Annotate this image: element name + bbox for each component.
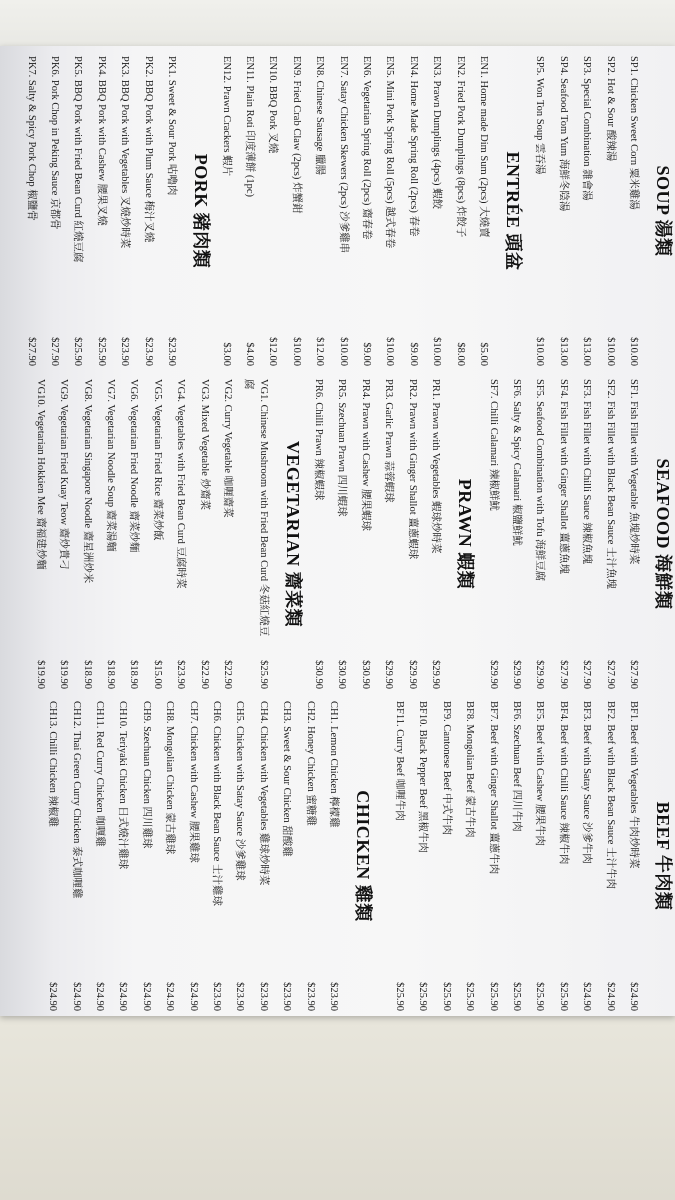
menu-item-price: $27.90	[25, 337, 37, 366]
menu-item	[192, 379, 215, 689]
menu-item-name: BF6. Szechuan Beef 四川牛肉	[511, 701, 523, 832]
menu-item-price: $29.90	[430, 660, 441, 689]
menu-item	[145, 379, 168, 689]
menu-item	[598, 56, 621, 366]
section-vegetarian	[28, 379, 305, 689]
menu-item	[275, 701, 298, 1011]
menu-item-price: $24.90	[94, 982, 106, 1011]
menu-item-price: $19.90	[34, 660, 46, 689]
menu-item-price: $25.90	[417, 982, 429, 1011]
section-soup	[528, 56, 675, 366]
menu-item-price: $24.90	[117, 982, 129, 1011]
menu-item	[238, 56, 261, 366]
section-title: ENTRÉE 頭盆	[503, 151, 523, 271]
section-beef	[388, 701, 675, 1011]
menu-item	[228, 701, 251, 1011]
menu-item	[284, 56, 307, 366]
menu-item-name: CH11. Red Curry Chicken 咖喱雞	[94, 701, 106, 847]
menu-item	[472, 56, 495, 366]
menu-item-name: BF2. Beef with Black Bean Sauce 士汁牛肉	[604, 701, 616, 890]
menu-item-price: $25.90	[440, 982, 452, 1011]
menu-item	[353, 379, 376, 689]
menu-item	[425, 56, 448, 366]
menu-item	[64, 701, 87, 1011]
menu-item	[528, 56, 551, 366]
menu-item	[307, 379, 330, 689]
menu-item-name: PK7. Salty & Spicy Pork Chop 椒鹽骨	[25, 56, 37, 221]
menu-item	[122, 379, 145, 689]
menu-item-name: VG6. Vegetarian Fried Noodle 齋菜炒麵	[128, 379, 140, 553]
menu-item	[377, 379, 400, 689]
menu-item-name: CH3. Sweet & Sour Chicken 甜酸雞	[281, 701, 293, 857]
menu-item	[434, 701, 457, 1011]
menu-item-price: $24.90	[604, 982, 616, 1011]
section-pork	[19, 56, 213, 366]
menu-item	[481, 701, 504, 1011]
menu-item	[158, 701, 181, 1011]
menu-item	[19, 56, 42, 366]
menu-item	[66, 56, 89, 366]
menu-item-price: $25.90	[511, 982, 523, 1011]
menu-item	[88, 701, 111, 1011]
menu-item-price: $10.00	[604, 337, 616, 366]
section-items	[388, 701, 645, 1011]
menu-item	[251, 701, 274, 1011]
menu-item-name: BF10. Black Pepper Beef 黑椒牛肉	[417, 701, 429, 853]
menu-item-name: PR5. Szechuan Prawn 四川蝦球	[336, 379, 348, 517]
menu-item-name: EN3. Prawn Dumplings (4pcs) 蝦餃	[431, 56, 443, 210]
menu-item-price: $24.90	[581, 982, 593, 1011]
menu-item-price: $8.00	[454, 342, 466, 366]
section-entree	[214, 56, 525, 366]
menu-item-name: SP3. Special Combination 雜會湯	[581, 56, 593, 201]
menu-item-name: PR1. Prawn with Vegetables 蝦球炒時菜	[430, 379, 441, 554]
menu-item-price: $12.00	[267, 337, 279, 366]
menu-item-price: $25.90	[534, 982, 546, 1011]
menu-item-price: $25.90	[464, 982, 476, 1011]
menu-item	[111, 701, 134, 1011]
menu-item-price: $27.90	[628, 660, 639, 689]
menu-item-price: $29.90	[534, 660, 546, 689]
menu-item-price: $29.90	[511, 660, 523, 689]
menu-item	[261, 56, 284, 366]
menu-item	[136, 56, 159, 366]
menu-item	[169, 379, 192, 689]
menu-item-name: CH13. Chilli Chicken 辣椒雞	[47, 701, 59, 827]
menu-item-name: PR2. Prawn with Ginger Shallot 薑蔥蝦球	[406, 379, 418, 560]
menu-item-name: EN5. Mini Pork Spring Roll (5pcs) 越式春卷	[384, 56, 396, 249]
menu-item-price: $22.90	[198, 660, 210, 689]
menu-item-price: $23.90	[166, 337, 177, 366]
menu-item	[575, 56, 598, 366]
section-title: SEAFOOD 海鮮類	[653, 458, 673, 610]
menu-item-name: BF7. Beef with Ginger Shallot 薑蔥牛肉	[487, 701, 499, 875]
menu-item-price: $25.90	[394, 982, 406, 1011]
menu-item	[181, 701, 204, 1011]
menu-item-name: VG7. Vegetarian Noodle Soup 齋菜湯麵	[105, 379, 117, 552]
menu-item-price: $24.90	[140, 982, 152, 1011]
section-items	[528, 56, 645, 366]
menu-item-name: EN4. Home Made Spring Roll (2pcs) 春卷	[407, 56, 419, 237]
menu-item-price: $9.00	[361, 342, 373, 366]
menu-item	[505, 701, 528, 1011]
section-items	[19, 56, 183, 366]
menu-item	[43, 56, 66, 366]
menu-item	[528, 379, 551, 689]
menu-item	[598, 379, 621, 689]
menu-item-price: $27.90	[557, 660, 569, 689]
menu-item-price: $18.90	[105, 660, 117, 689]
section-items	[41, 701, 345, 1011]
menu-item-name: EN6. Vegetarian Spring Roll (2pcs) 齋春卷	[361, 56, 373, 240]
menu-item	[575, 701, 598, 1011]
menu-item-name: VG5. Vegetarian Fried Rice 齋菜炒飯	[151, 379, 163, 541]
menu-item-name: SP4. Seafood Tom Yum 海鮮冬陰湯	[557, 56, 569, 212]
menu-item-price: $13.00	[557, 337, 569, 366]
menu-item-name: VG3. Mixed Vegetable 炒齋菜	[198, 379, 210, 511]
menu-item	[551, 701, 574, 1011]
menu-item-name: VG4. Vegetables with Fried Bean Curd 豆腐時菜	[175, 379, 187, 589]
menu-item	[551, 56, 574, 366]
menu-item-price: $30.90	[313, 660, 325, 689]
menu-item-name: CH8. Mongolian Chicken 蒙古雞球	[164, 701, 176, 855]
menu-item-price: $15.00	[151, 660, 163, 689]
menu-item-name: CH12. Thai Green Curry Chicken 泰式咖喱雞	[70, 701, 82, 899]
table-surface	[0, 1015, 675, 1200]
menu-item	[448, 56, 471, 366]
menu-item	[481, 379, 504, 689]
section-title: BEEF 牛肉類	[653, 801, 673, 911]
menu-item-name: SP1. Chicken Sweet Corn 粟米雞湯	[628, 56, 639, 210]
menu-item	[89, 56, 112, 366]
menu-item-price: $9.00	[407, 342, 419, 366]
menu-item	[388, 701, 411, 1011]
menu-item-name: SF2. Fish Fillet with Black Bean Sauce 士汁魚塊	[604, 379, 616, 589]
menu-item-name: BF4. Beef with Chilli Sauce 辣椒牛肉	[557, 701, 569, 865]
menu-item-price: $5.00	[478, 342, 489, 366]
menu-item-name: SP5. Won Ton Soup 雲吞湯	[534, 56, 546, 175]
menu-item-name: CH10. Teriyaki Chicken 日式燒汁雞球	[117, 701, 129, 870]
menu-item-name: VG2. Curry Vegetable 咖喱齋菜	[222, 379, 233, 518]
menu-item-name: BF11. Curry Beef 咖喱牛肉	[394, 701, 406, 821]
menu-item-price: $27.90	[581, 660, 593, 689]
menu-item-price: $25.90	[72, 337, 84, 366]
menu-item	[551, 379, 574, 689]
menu-item-name: PR6. Chilli Prawn 辣椒蝦球	[313, 379, 325, 501]
menu-item	[330, 379, 353, 689]
menu-item	[400, 379, 423, 689]
section-items	[28, 379, 275, 689]
menu-item-price: $23.90	[211, 982, 223, 1011]
menu-item	[401, 56, 424, 366]
menu-item-name: VG1. Chinese Mushroom with Fried Bean Curd 冬菇紅燒豆腐	[243, 379, 269, 637]
menu-sheet	[0, 46, 675, 1016]
menu-item-price: $10.00	[534, 337, 546, 366]
menu-item	[75, 379, 98, 689]
menu-item	[308, 56, 331, 366]
menu-item	[205, 701, 228, 1011]
section-title: PRAWN 蝦類	[455, 478, 475, 590]
menu-item-name: PR3. Garlic Prawn 蒜蓉蝦球	[383, 379, 395, 503]
menu-item-price: $23.90	[119, 337, 131, 366]
menu-item-price: $3.00	[220, 342, 232, 366]
menu-item-name: EN2. Fried Pork Dumplings (8pcs) 炸餃子	[454, 56, 466, 238]
menu-item-price: $10.00	[431, 337, 443, 366]
menu-item-name: VG8. Vegetarian Singapore Noodle 齋星洲炒米	[81, 379, 93, 584]
menu-item	[160, 56, 183, 366]
menu-item	[322, 701, 345, 1011]
menu-item-price: $4.00	[244, 342, 256, 366]
menu-item	[239, 379, 275, 689]
menu-item-name: VG10. Vegetarian Hokkien Mee 齋福建炒麵	[34, 379, 46, 570]
menu-item-price: $25.90	[557, 982, 569, 1011]
menu-item-price: $24.90	[70, 982, 82, 1011]
menu-item-name: SF7. Chilli Calamari 辣椒鮮魷	[487, 379, 499, 511]
menu-item-price: $10.00	[337, 337, 349, 366]
menu-item-price: $12.00	[314, 337, 326, 366]
section-title: CHICKEN 雞類	[353, 790, 373, 922]
section-prawn	[307, 379, 477, 689]
menu-item	[99, 379, 122, 689]
menu-item-name: BF8. Mongolian Beef 蒙古牛肉	[464, 701, 476, 838]
menu-item-price: $23.90	[304, 982, 316, 1011]
menu-item	[622, 701, 645, 1011]
menu-item-price: $24.90	[628, 982, 639, 1011]
menu-item-name: EN7. Satay Chicken Skewers (2pcs) 沙爹雞串	[337, 56, 349, 254]
menu-item-price: $27.90	[49, 337, 61, 366]
menu-item-name: BF3. Beef with Satay Sauce 沙爹牛肉	[581, 701, 593, 864]
menu-item-price: $24.90	[164, 982, 176, 1011]
menu-item-price: $30.90	[359, 660, 371, 689]
menu-item-price: $10.00	[628, 337, 639, 366]
menu-item-price: $23.90	[234, 982, 246, 1011]
menu-item	[41, 701, 64, 1011]
menu-item-price: $25.90	[258, 660, 269, 689]
menu-item-name: EN11. Plain Roti 印度薄餅 (1pc)	[244, 56, 256, 198]
menu-item-price: $10.00	[384, 337, 396, 366]
menu-item-price: $23.90	[328, 982, 339, 1011]
menu-item-price: $18.90	[81, 660, 93, 689]
menu-item	[298, 701, 321, 1011]
menu-item-price: $19.90	[58, 660, 70, 689]
menu-item	[355, 56, 378, 366]
menu-item	[214, 56, 237, 366]
menu-item-price: $23.90	[175, 660, 187, 689]
menu-item	[378, 56, 401, 366]
menu-item-price: $25.90	[487, 982, 499, 1011]
section-title: VEGETARIAN 齋菜類	[283, 440, 303, 628]
menu-item-price: $24.90	[187, 982, 199, 1011]
menu-item-name: BF1. Beef with Vegetables 牛肉炒時菜	[628, 701, 639, 869]
menu-item-name: PK6. Pork Chop in Peking Sauce 京都骨	[49, 56, 61, 230]
menu-item-price: $25.90	[95, 337, 107, 366]
menu-item	[622, 379, 645, 689]
menu-item	[331, 56, 354, 366]
section-items	[307, 379, 447, 689]
menu-item-price: $22.90	[222, 660, 233, 689]
menu-item-name: PK4. BBQ Pork with Cashew 腰果叉燒	[95, 56, 107, 226]
menu-column-3	[0, 701, 675, 1011]
menu-item-name: CH4. Chicken with Vegetables 雞球炒時菜	[257, 701, 269, 886]
menu-item-name: SF6. Salty & Spicy Calamari 椒鹽鮮魷	[511, 379, 523, 546]
menu-item-name: EN10. BBQ Pork 叉燒	[267, 56, 279, 154]
menu-item-name: PR4. Prawn with Cashew 腰果蝦球	[359, 379, 371, 531]
menu-item	[505, 379, 528, 689]
menu-item-price: $23.90	[257, 982, 269, 1011]
menu-item-name: CH9. Szechuan Chicken 四川雞球	[140, 701, 152, 849]
menu-item-name: BF5. Beef with Cashew 腰果牛肉	[534, 701, 546, 846]
menu-item-price: $23.90	[281, 982, 293, 1011]
menu-item-name: EN8. Chinese Sausage 臘腸	[314, 56, 326, 175]
menu-item-name: SF3. Fish Fillet with Chilli Sauce 辣椒魚塊	[581, 379, 593, 565]
menu-item-price: $10.00	[290, 337, 302, 366]
menu-item-name: CH7. Chicken with Cashew 腰果雞球	[187, 701, 199, 863]
menu-item-name: BF9. Cantonese Beef 中式牛肉	[440, 701, 452, 836]
menu-item-name: SF1. Fish Fillet with Vegetable 魚塊炒時菜	[628, 379, 639, 565]
menu-item	[52, 379, 75, 689]
menu-item	[575, 379, 598, 689]
section-chicken	[41, 701, 375, 1011]
menu-item-price: $13.00	[581, 337, 593, 366]
menu-item-name: PK5. BBQ Pork with Fried Bean Curd 紅燒豆腐	[72, 56, 84, 263]
menu-item-price: $18.90	[128, 660, 140, 689]
menu-item	[458, 701, 481, 1011]
menu-item	[424, 379, 447, 689]
menu-item-name: PK2. BBQ Pork with Plum Sauce 梅汁叉燒	[142, 56, 154, 243]
menu-column-2	[0, 379, 675, 689]
menu-column-1	[0, 56, 675, 366]
menu-item-name: SP2. Hot & Sour 酸辣湯	[604, 56, 616, 162]
menu-item-name: CH5. Chicken with Satay Sauce 沙爹雞球	[234, 701, 246, 881]
menu-item	[216, 379, 239, 689]
menu-item-name: CH6. Chicken with Black Bean Sauce 士汁雞球	[211, 701, 223, 907]
menu-item-name: VG9. Vegetarian Fried Kuay Teow 齋炒貴刁	[58, 379, 70, 570]
section-seafood	[481, 379, 675, 689]
menu-item-name: EN9. Fried Crab Claw (2pcs) 炸蟹鉗	[290, 56, 302, 214]
menu-item-name: PK3. BBQ Pork with Vegetables 叉燒炒時菜	[119, 56, 131, 249]
menu-item	[28, 379, 51, 689]
menu-item	[134, 701, 157, 1011]
menu-item-name: SF4. Fish Fillet with Ginger Shallot 薑蔥魚塊	[557, 379, 569, 575]
menu-item-price: $23.90	[142, 337, 154, 366]
menu-item	[113, 56, 136, 366]
menu-item-price: $24.90	[47, 982, 59, 1011]
menu-item-name: CH1. Lemon Chicken 檸檬雞	[328, 701, 339, 828]
menu-item-name: SF5. Seafood Combination with Tofu 海鮮豆腐	[534, 379, 546, 582]
section-items	[481, 379, 645, 689]
menu-item-name: PK1. Sweet & Sour Pork 咕嚕肉	[166, 56, 177, 196]
menu-item-name: EN1. Home made Dim Sum (2pcs) 大燒賣	[478, 56, 489, 238]
section-items	[214, 56, 495, 366]
menu-item-price: $29.90	[487, 660, 499, 689]
menu-item-price: $29.90	[406, 660, 418, 689]
menu-item-price: $27.90	[604, 660, 616, 689]
section-title: PORK 豬肉類	[191, 153, 211, 269]
menu-item	[622, 56, 645, 366]
menu-item-price: $29.90	[383, 660, 395, 689]
menu-paper	[0, 46, 675, 1016]
menu-item	[598, 701, 621, 1011]
menu-item	[528, 701, 551, 1011]
menu-item-name: EN12. Prawn Crackers 蝦片	[220, 56, 232, 177]
menu-item-name: CH2. Honey Chicken 蜜糖雞	[304, 701, 316, 826]
menu-item-price: $30.90	[336, 660, 348, 689]
menu-item	[411, 701, 434, 1011]
section-title: SOUP 湯類	[653, 165, 673, 257]
